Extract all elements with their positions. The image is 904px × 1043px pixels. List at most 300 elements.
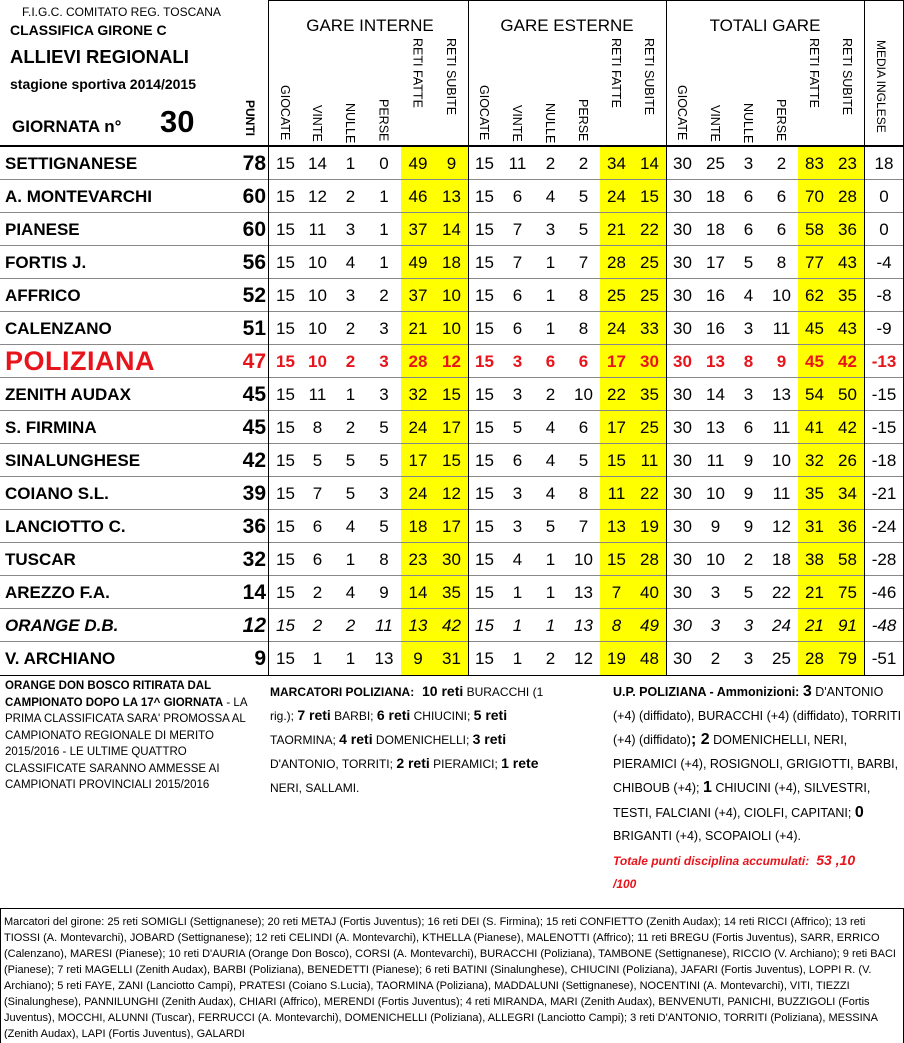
stat-cell: 37 bbox=[408, 286, 428, 305]
stat-cell: 9 bbox=[743, 451, 754, 470]
stat-cell: 1 bbox=[512, 616, 523, 635]
stat-cell: 10 bbox=[308, 253, 327, 272]
league-notes bbox=[5, 678, 267, 794]
scorer-goals: 3 reti bbox=[472, 731, 507, 747]
stat-cell: 15 bbox=[442, 385, 461, 404]
stat-cell: 15 bbox=[276, 253, 295, 272]
team-name: SINALUNGHESE bbox=[5, 451, 141, 470]
stat-cell: 8 bbox=[776, 253, 787, 272]
stat-cell: 14 bbox=[308, 154, 327, 173]
stat-cell: 10 bbox=[772, 286, 791, 305]
stat-cell: 2 bbox=[545, 385, 556, 404]
col-header-vinte-0: VINTE bbox=[310, 105, 324, 142]
stat-cell: 1 bbox=[379, 253, 389, 272]
col-header-giocate-1: GIOCATE bbox=[477, 85, 491, 141]
stat-cell: 24 bbox=[772, 616, 791, 635]
col-header-reti-fatte-2: RETI FATTE bbox=[807, 38, 821, 108]
stat-cell: 1 bbox=[312, 649, 323, 668]
group-totali-gare: TOTALI GARE bbox=[709, 16, 821, 35]
stat-cell: 15 bbox=[475, 220, 494, 239]
stat-cell: 35 bbox=[442, 583, 461, 602]
stat-cell: 4 bbox=[545, 484, 556, 503]
stat-cell: 35 bbox=[640, 385, 659, 404]
stat-cell: 1 bbox=[379, 187, 389, 206]
team-name: POLIZIANA bbox=[5, 346, 155, 376]
team-points: 60 bbox=[242, 218, 266, 241]
stat-cell: 10 bbox=[574, 550, 593, 569]
stat-cell: 2 bbox=[345, 616, 356, 635]
stat-cell: 4 bbox=[545, 451, 556, 470]
stat-cell: -8 bbox=[876, 286, 892, 305]
totale-disciplina-label: Totale punti disciplina accumulati: bbox=[613, 853, 810, 868]
withdrawal-note: ORANGE DON BOSCO RITIRATA DAL CAMPIONATO DOPO LA 17^ GIORNATA bbox=[5, 680, 224, 709]
stat-cell: 3 bbox=[743, 319, 754, 338]
stat-cell: 2 bbox=[312, 616, 323, 635]
scorer-names: PIERAMICI; bbox=[429, 757, 502, 771]
stat-cell: 33 bbox=[640, 319, 659, 338]
stat-cell: 15 bbox=[475, 550, 494, 569]
stat-cell: 5 bbox=[512, 418, 523, 437]
stat-cell: 3 bbox=[710, 583, 721, 602]
stat-cell: 7 bbox=[312, 484, 323, 503]
stat-cell: 7 bbox=[512, 253, 523, 272]
stat-cell: 24 bbox=[607, 319, 626, 338]
stat-cell: 6 bbox=[743, 418, 754, 437]
stat-cell: 22 bbox=[607, 385, 626, 404]
media-inglese-header: MEDIA INGLESE bbox=[874, 40, 888, 133]
stat-cell: 9 bbox=[743, 517, 754, 536]
stat-cell: 7 bbox=[578, 253, 589, 272]
stat-cell: 15 bbox=[475, 616, 494, 635]
stat-cell: 2 bbox=[545, 154, 556, 173]
team-points: 39 bbox=[242, 482, 266, 505]
col-header-vinte-2: VINTE bbox=[708, 105, 722, 142]
stat-cell: 15 bbox=[276, 451, 295, 470]
team-points: 60 bbox=[242, 185, 266, 208]
stat-cell: 15 bbox=[276, 517, 295, 536]
stat-cell: 4 bbox=[345, 517, 356, 536]
scorer-goals: 2 reti bbox=[396, 755, 430, 771]
stat-cell: 8 bbox=[611, 616, 622, 635]
stat-cell: 5 bbox=[578, 451, 589, 470]
scorer-names: NERI, SALLAMI. bbox=[270, 781, 360, 795]
col-header-reti-fatte-0: RETI FATTE bbox=[410, 38, 425, 108]
stat-cell: 3 bbox=[743, 385, 754, 404]
stat-cell: 15 bbox=[475, 385, 494, 404]
stat-cell: 15 bbox=[442, 451, 461, 470]
stat-cell: 8 bbox=[379, 550, 389, 569]
table-row bbox=[0, 147, 904, 180]
table-row bbox=[0, 444, 904, 477]
scorer-names: TAORMINA; bbox=[270, 733, 340, 747]
stat-cell: 14 bbox=[408, 583, 428, 602]
stat-cell: -9 bbox=[876, 319, 892, 338]
stat-cell: 6 bbox=[578, 418, 589, 437]
stat-cell: 38 bbox=[805, 550, 824, 569]
table-row bbox=[0, 609, 904, 642]
stat-cell: 26 bbox=[838, 451, 857, 470]
scorer-names: BURACCHI (1 rig.); bbox=[270, 685, 544, 723]
stat-cell: 7 bbox=[578, 517, 589, 536]
team-name: CALENZANO bbox=[5, 319, 112, 338]
stat-cell: 17 bbox=[442, 517, 461, 536]
scorer-names: D'ANTONIO, TORRITI; bbox=[270, 757, 397, 771]
stat-cell: 4 bbox=[545, 418, 556, 437]
stat-cell: 30 bbox=[640, 352, 659, 371]
stat-cell: 15 bbox=[475, 583, 494, 602]
group-gare-esterne: GARE ESTERNE bbox=[500, 16, 634, 35]
scorer-goals: 5 reti bbox=[473, 707, 508, 723]
stat-cell: 28 bbox=[607, 253, 626, 272]
stat-cell: 18 bbox=[442, 253, 461, 272]
stat-cell: 6 bbox=[743, 220, 754, 239]
warning-names: CHIUCINI (+4), SILVESTRI, TESTI, FALCIANI (+4), CIOLFI, CAPITANI; bbox=[613, 781, 871, 820]
stat-cell: 32 bbox=[408, 385, 428, 404]
team-name: ORANGE D.B. bbox=[5, 616, 119, 635]
stat-cell: 34 bbox=[838, 484, 857, 503]
stat-cell: 8 bbox=[578, 286, 589, 305]
stat-cell: 77 bbox=[805, 253, 824, 272]
stat-cell: 11 bbox=[772, 484, 791, 503]
col-header-reti-fatte-1: RETI FATTE bbox=[609, 38, 623, 108]
stat-cell: 79 bbox=[838, 649, 857, 668]
stat-cell: 43 bbox=[838, 319, 857, 338]
stat-cell: 10 bbox=[574, 385, 593, 404]
stat-cell: 15 bbox=[607, 451, 626, 470]
ammonizioni-title: U.P. POLIZIANA - Ammonizioni: bbox=[613, 685, 800, 699]
stat-cell: 15 bbox=[475, 286, 494, 305]
stat-cell: 14 bbox=[442, 220, 461, 239]
stat-cell: 34 bbox=[607, 154, 626, 173]
stat-cell: 2 bbox=[345, 352, 356, 371]
stat-cell: 3 bbox=[710, 616, 721, 635]
table-row bbox=[0, 180, 904, 213]
category-title: ALLIEVI REGIONALI bbox=[10, 46, 189, 67]
stat-cell: 30 bbox=[673, 484, 692, 503]
stat-cell: 49 bbox=[408, 154, 428, 173]
table-row bbox=[0, 411, 904, 444]
stat-cell: 3 bbox=[743, 649, 754, 668]
marcatori-poliziana bbox=[270, 680, 570, 800]
stat-cell: 30 bbox=[673, 583, 692, 602]
table-row bbox=[0, 378, 904, 411]
stat-cell: 10 bbox=[442, 319, 461, 338]
team-name: AREZZO F.A. bbox=[5, 583, 110, 602]
stat-cell: 19 bbox=[607, 649, 626, 668]
table-row bbox=[0, 345, 904, 378]
stat-cell: 2 bbox=[345, 418, 356, 437]
stat-cell: 3 bbox=[512, 352, 523, 371]
col-header-perse-1: PERSE bbox=[576, 99, 590, 142]
table-row bbox=[0, 510, 904, 543]
stat-cell: 30 bbox=[673, 319, 692, 338]
stat-cell: 0 bbox=[379, 154, 389, 173]
stat-cell: 41 bbox=[805, 418, 824, 437]
stat-cell: 31 bbox=[442, 649, 461, 668]
stat-cell: 42 bbox=[442, 616, 461, 635]
stat-cell: 17 bbox=[607, 352, 626, 371]
stat-cell: 3 bbox=[345, 220, 356, 239]
scorer-goals: 1 rete bbox=[501, 755, 539, 771]
stat-cell: 12 bbox=[308, 187, 327, 206]
stat-cell: 2 bbox=[379, 286, 389, 305]
stat-cell: 22 bbox=[772, 583, 791, 602]
stat-cell: 3 bbox=[512, 517, 523, 536]
stat-cell: 9 bbox=[446, 154, 457, 173]
stat-cell: 0 bbox=[879, 220, 889, 239]
warning-count: 3 bbox=[802, 683, 812, 700]
stat-cell: 6 bbox=[743, 187, 754, 206]
stat-cell: 18 bbox=[706, 220, 725, 239]
stat-cell: 3 bbox=[379, 352, 389, 371]
stat-cell: 18 bbox=[706, 187, 725, 206]
stat-cell: 4 bbox=[743, 286, 754, 305]
col-header-nulle-0: NULLE bbox=[343, 103, 357, 144]
stat-cell: 3 bbox=[379, 319, 389, 338]
stat-cell: 28 bbox=[838, 187, 857, 206]
table-row bbox=[0, 246, 904, 279]
stat-cell: 15 bbox=[276, 385, 295, 404]
stat-cell: 35 bbox=[805, 484, 824, 503]
team-points: 45 bbox=[242, 416, 266, 439]
team-name: FORTIS J. bbox=[5, 253, 87, 272]
table-row bbox=[0, 213, 904, 246]
stat-cell: 16 bbox=[706, 319, 725, 338]
stat-cell: 30 bbox=[673, 253, 692, 272]
stat-cell: 14 bbox=[706, 385, 725, 404]
stat-cell: 15 bbox=[276, 187, 295, 206]
table-row bbox=[0, 477, 904, 510]
stat-cell: -48 bbox=[871, 616, 897, 635]
col-header-perse-0: PERSE bbox=[376, 99, 391, 142]
stat-cell: 13 bbox=[408, 616, 428, 635]
stat-cell: 46 bbox=[408, 187, 428, 206]
stat-cell: 3 bbox=[379, 385, 389, 404]
stat-cell: 45 bbox=[805, 352, 824, 371]
stat-cell: 9 bbox=[710, 517, 721, 536]
stat-cell: 15 bbox=[276, 220, 295, 239]
stat-cell: 30 bbox=[673, 418, 692, 437]
stat-cell: 50 bbox=[838, 385, 857, 404]
stat-cell: 11 bbox=[308, 385, 327, 404]
stat-cell: 5 bbox=[345, 484, 356, 503]
table-row bbox=[0, 312, 904, 345]
stat-cell: 58 bbox=[838, 550, 857, 569]
stat-cell: 1 bbox=[545, 319, 556, 338]
stat-cell: 17 bbox=[442, 418, 461, 437]
stat-cell: 11 bbox=[607, 484, 626, 503]
stat-cell: 1 bbox=[545, 550, 556, 569]
stat-cell: 25 bbox=[640, 253, 659, 272]
stat-cell: 23 bbox=[408, 550, 428, 569]
stat-cell: 91 bbox=[838, 616, 857, 635]
stat-cell: 21 bbox=[408, 319, 428, 338]
stat-cell: 2 bbox=[345, 319, 356, 338]
stat-cell: 6 bbox=[512, 187, 523, 206]
stat-cell: 25 bbox=[640, 418, 659, 437]
stat-cell: 7 bbox=[512, 220, 523, 239]
stat-cell: 2 bbox=[776, 154, 787, 173]
stat-cell: 11 bbox=[508, 154, 527, 173]
team-points: 32 bbox=[242, 548, 266, 571]
scorer-goals: 6 reti bbox=[376, 707, 411, 723]
stat-cell: 15 bbox=[475, 253, 494, 272]
stat-cell: 1 bbox=[545, 286, 556, 305]
marcatori-title: MARCATORI POLIZIANA: bbox=[270, 685, 415, 699]
stat-cell: 62 bbox=[805, 286, 824, 305]
stat-cell: 1 bbox=[379, 220, 389, 239]
team-name: V. ARCHIANO bbox=[5, 649, 116, 668]
stat-cell: 15 bbox=[475, 484, 494, 503]
stat-cell: 17 bbox=[706, 253, 725, 272]
ammonizioni-poliziana bbox=[613, 680, 903, 897]
stat-cell: 15 bbox=[475, 649, 494, 668]
stat-cell: 36 bbox=[838, 517, 857, 536]
stat-cell: 11 bbox=[640, 451, 659, 470]
stat-cell: 6 bbox=[776, 187, 787, 206]
stat-cell: 1 bbox=[545, 583, 556, 602]
stat-cell: 42 bbox=[838, 352, 857, 371]
stat-cell: 22 bbox=[640, 484, 659, 503]
stat-cell: 3 bbox=[743, 616, 754, 635]
stat-cell: 30 bbox=[673, 616, 692, 635]
stat-cell: 1 bbox=[345, 385, 356, 404]
stat-cell: 2 bbox=[345, 187, 356, 206]
stat-cell: 17 bbox=[607, 418, 626, 437]
stat-cell: 10 bbox=[706, 484, 725, 503]
stat-cell: 30 bbox=[673, 451, 692, 470]
stat-cell: 10 bbox=[442, 286, 461, 305]
stat-cell: 37 bbox=[408, 220, 428, 239]
stat-cell: 22 bbox=[640, 220, 659, 239]
stat-cell: -24 bbox=[871, 517, 897, 536]
stat-cell: 36 bbox=[838, 220, 857, 239]
stat-cell: -13 bbox=[871, 352, 897, 371]
stat-cell: 30 bbox=[673, 352, 692, 371]
stat-cell: 25 bbox=[640, 286, 659, 305]
stat-cell: 18 bbox=[874, 154, 894, 173]
stat-cell: 6 bbox=[512, 286, 523, 305]
stat-cell: 25 bbox=[772, 649, 791, 668]
team-points: 42 bbox=[242, 449, 266, 472]
stat-cell: 5 bbox=[312, 451, 323, 470]
stat-cell: 30 bbox=[673, 187, 692, 206]
stat-cell: 11 bbox=[375, 616, 393, 635]
stat-cell: 9 bbox=[743, 484, 754, 503]
team-name: AFFRICO bbox=[5, 286, 81, 305]
team-points: 47 bbox=[242, 350, 266, 373]
stat-cell: 23 bbox=[838, 154, 857, 173]
stat-cell: 15 bbox=[276, 484, 295, 503]
stat-cell: 75 bbox=[838, 583, 857, 602]
stat-cell: 10 bbox=[308, 352, 327, 371]
stat-cell: 43 bbox=[838, 253, 857, 272]
stat-cell: 11 bbox=[772, 418, 791, 437]
girone-scorers: Marcatori del girone: 25 reti SOMIGLI (Settignanese); 20 reti METAJ (Fortis Juventus); 16 reti DEI (S. Firmina); 15 reti CONFIETTO (Zenith Audax); 14 reti RICCI (Affrico); 13 reti TIOSSI (A. Montevarchi), JOBARD (Settignanese); 12 reti CELINDI (A. Montevarchi), KTHELLA (Pianese), MALENOTTI (Affrico); 11 reti BREGU (Fortis Juventus), SARR, ERRICO (Calenzano), MARESI (Pianese); 10 reti D'AURIA (Orange Don Bosco), CORSI (A. Montevarchi), BURACCHI (Poliziana), TAMBONE (Settignanese), RICCIO (V. Archiano); 9 reti BACI (Pianese); 7 reti MAGELLI (Zenith Audax), BARBI (Poliziana), BENEDETTI (Pianese); 6 reti BATINI (Sinalunghese), CHIUCINI (Poliziana), JAFARI (Fortis Juventus), LOPPI R. (V. Archiano); 5 reti FAYE, ZANI (Lanciotto Campi), PRATESI (Coiano S.Lucia), TAORMINA (Poliziana), MADDALUNI (Settignanese), NOCENTINI (A. Montevarchi), VITI, TIEZZI (Sinalunghese), PANNILUNGHI (Zenith Audax), CHIARI (Affrico), MERENDI (Fortis Juventus); 4 reti MIRANDA, MARI (Zenith Audax), BENVENUTI, PANICHI, BUZZIGOLI (Fortis Juventus), MOCCHI, ALUNNI (Tuscar), FERRUCCI (A. Montevarchi), DOMENICHELLI (Poliziana), ALLEGRI (Lanciotto Campi); 3 reti D'ANTONIO, TORRITI (Poliziana), MESSINA (Zenith Audax), LAPI (Fortis Juventus), GALARDI bbox=[4, 916, 896, 1039]
stat-cell: 15 bbox=[276, 550, 295, 569]
col-header-perse-2: PERSE bbox=[774, 99, 788, 142]
stat-cell: 1 bbox=[545, 253, 556, 272]
stat-cell: 21 bbox=[607, 220, 626, 239]
table-row bbox=[0, 642, 904, 675]
stat-cell: 15 bbox=[276, 286, 295, 305]
stat-cell: -15 bbox=[871, 418, 897, 437]
stat-cell: 15 bbox=[276, 154, 295, 173]
stat-cell: 13 bbox=[706, 352, 725, 371]
stat-cell: 30 bbox=[673, 649, 692, 668]
stat-cell: 4 bbox=[545, 187, 556, 206]
team-name: PIANESE bbox=[5, 220, 80, 239]
stat-cell: 13 bbox=[706, 418, 725, 437]
table-row bbox=[0, 543, 904, 576]
stat-cell: 6 bbox=[512, 451, 523, 470]
season-label: stagione sportiva 2014/2015 bbox=[10, 76, 196, 92]
stat-cell: 13 bbox=[772, 385, 791, 404]
stat-cell: 12 bbox=[442, 484, 461, 503]
group-gare-interne: GARE INTERNE bbox=[306, 16, 434, 35]
stat-cell: 1 bbox=[345, 550, 356, 569]
scorer-names: DOMENICHELLI; bbox=[372, 733, 473, 747]
col-header-vinte-1: VINTE bbox=[510, 105, 524, 142]
stat-cell: 15 bbox=[475, 187, 494, 206]
team-points: 56 bbox=[242, 251, 266, 274]
stat-cell: 3 bbox=[345, 286, 356, 305]
stat-cell: 13 bbox=[574, 583, 593, 602]
stat-cell: 9 bbox=[413, 649, 423, 668]
stat-cell: 54 bbox=[805, 385, 824, 404]
stat-cell: 19 bbox=[640, 517, 659, 536]
stat-cell: 15 bbox=[475, 319, 494, 338]
stat-cell: 3 bbox=[545, 220, 556, 239]
stat-cell: 21 bbox=[805, 583, 824, 602]
stat-cell: 58 bbox=[805, 220, 824, 239]
stat-cell: 1 bbox=[512, 649, 523, 668]
stat-cell: 9 bbox=[379, 583, 389, 602]
stat-cell: 15 bbox=[640, 187, 659, 206]
stat-cell: 11 bbox=[308, 220, 327, 239]
punti-header: PUNTI bbox=[243, 100, 257, 136]
stat-cell: 6 bbox=[312, 517, 323, 536]
stat-cell: 6 bbox=[545, 352, 556, 371]
stat-cell: 10 bbox=[308, 286, 327, 305]
stat-cell: 49 bbox=[408, 253, 428, 272]
stat-cell: 15 bbox=[475, 451, 494, 470]
stat-cell: 24 bbox=[408, 484, 428, 503]
stat-cell: 3 bbox=[512, 385, 523, 404]
stat-cell: 35 bbox=[838, 286, 857, 305]
warning-names: DOMENICHELLI, NERI, PIERAMICI (+4), ROSIGNOLI, GRIGIOTTI, BARBI, CHIBOUB (+4); bbox=[613, 733, 899, 795]
stat-cell: 18 bbox=[408, 517, 428, 536]
stat-cell: -51 bbox=[871, 649, 897, 668]
stat-cell: 8 bbox=[743, 352, 754, 371]
stat-cell: 30 bbox=[442, 550, 461, 569]
stat-cell: 30 bbox=[673, 220, 692, 239]
scorer-goals: 7 reti bbox=[297, 707, 331, 723]
stat-cell: 18 bbox=[772, 550, 791, 569]
stat-cell: 5 bbox=[578, 187, 589, 206]
warning-count: 0 bbox=[854, 803, 864, 821]
stat-cell: 15 bbox=[475, 352, 494, 371]
stat-cell: 15 bbox=[475, 418, 494, 437]
stat-cell: 15 bbox=[607, 550, 626, 569]
team-points: 78 bbox=[242, 152, 266, 175]
stat-cell: 4 bbox=[512, 550, 523, 569]
scorer-names: BARBI; bbox=[330, 709, 377, 723]
stat-cell: 5 bbox=[578, 220, 589, 239]
team-name: SETTIGNANESE bbox=[5, 154, 138, 173]
team-points: 52 bbox=[242, 284, 266, 307]
col-header-reti-subite-0: RETI SUBITE bbox=[444, 38, 458, 116]
